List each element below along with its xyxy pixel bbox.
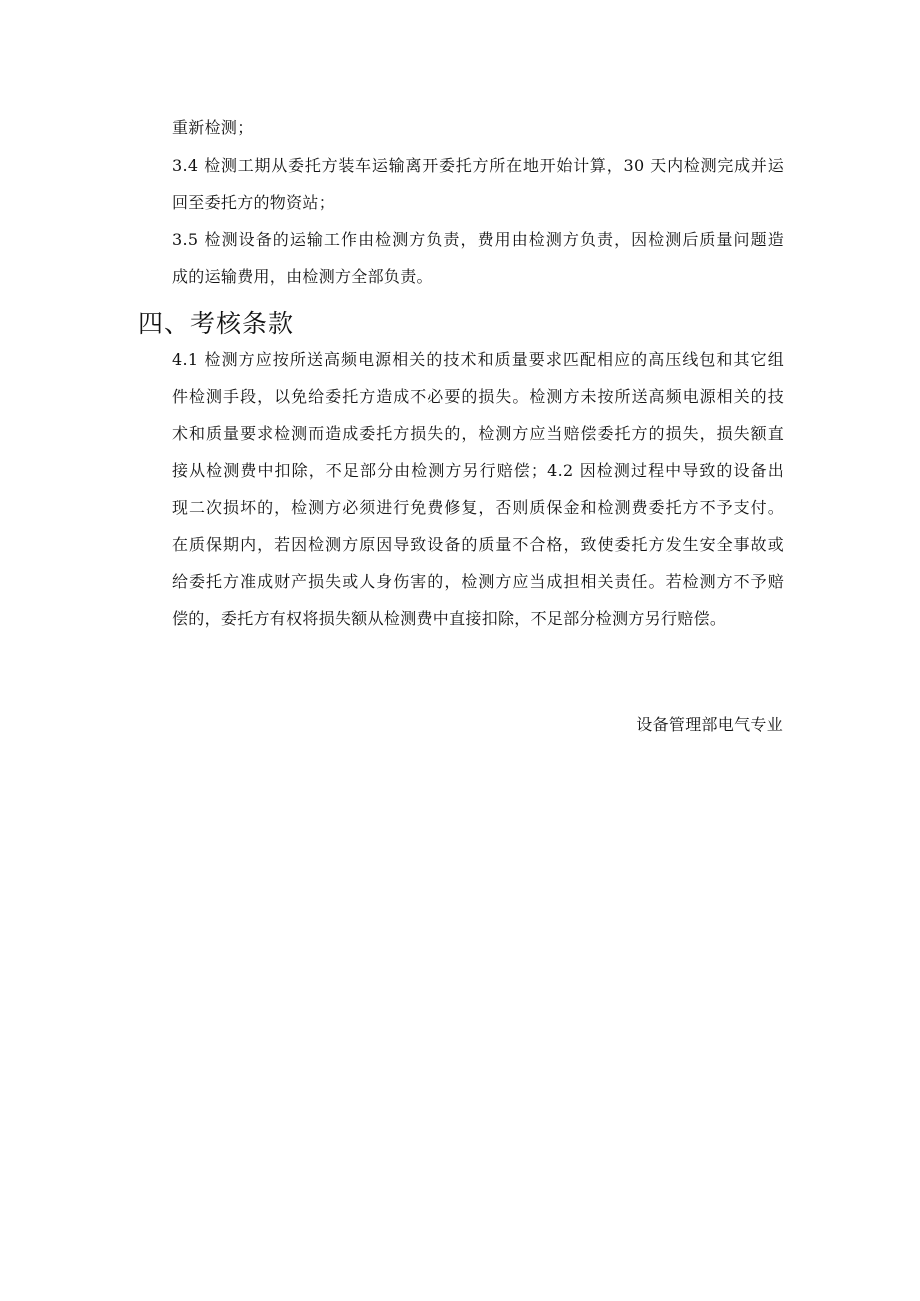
section3-line-2: 3.4 检测工期从委托方装车运输离开委托方所在地开始计算，30 天内检测完成并运 bbox=[172, 156, 784, 175]
section4-line-8: 偿的，委托方有权将损失额从检测费中直接扣除，不足部分检测方另行赔偿。 bbox=[172, 609, 727, 628]
section4-line-7: 给委托方准成财产损失或人身伤害的，检测方应当成担相关责任。若检测方不予赔 bbox=[172, 572, 784, 591]
section4-line-6: 在质保期内，若因检测方原因导致设备的质量不合格，致使委托方发生安全事故或 bbox=[172, 535, 784, 554]
section4-line-3: 术和质量要求检测而造成委托方损失的，检测方应当赔偿委托方的损失，损失额直 bbox=[172, 424, 784, 443]
section3-line-4: 3.5 检测设备的运输工作由检测方负责，费用由检测方负责，因检测后质量问题造 bbox=[172, 230, 784, 249]
section4-line-4: 接从检测费中扣除，不足部分由检测方另行赔偿；4.2 因检测过程中导致的设备出 bbox=[172, 461, 784, 480]
section4-heading: 四、考核条款 bbox=[138, 309, 295, 338]
section4-line-1: 4.1 检测方应按所送高频电源相关的技术和质量要求匹配相应的高压线包和其它组 bbox=[172, 350, 784, 369]
section4-line-2: 件检测手段，以免给委托方造成不必要的损失。检测方未按所送高频电源相关的技 bbox=[172, 387, 784, 406]
department-signature: 设备管理部电气专业 bbox=[636, 715, 783, 734]
section4-line-5: 现二次损坏的，检测方必须进行免费修复，否则质保金和检测费委托方不予支付。 bbox=[172, 498, 784, 517]
section3-line-3: 回至委托方的物资站； bbox=[172, 193, 336, 212]
section3-line-1: 重新检测； bbox=[172, 118, 254, 137]
section3-line-5: 成的运输费用，由检测方全部负责。 bbox=[172, 267, 433, 286]
